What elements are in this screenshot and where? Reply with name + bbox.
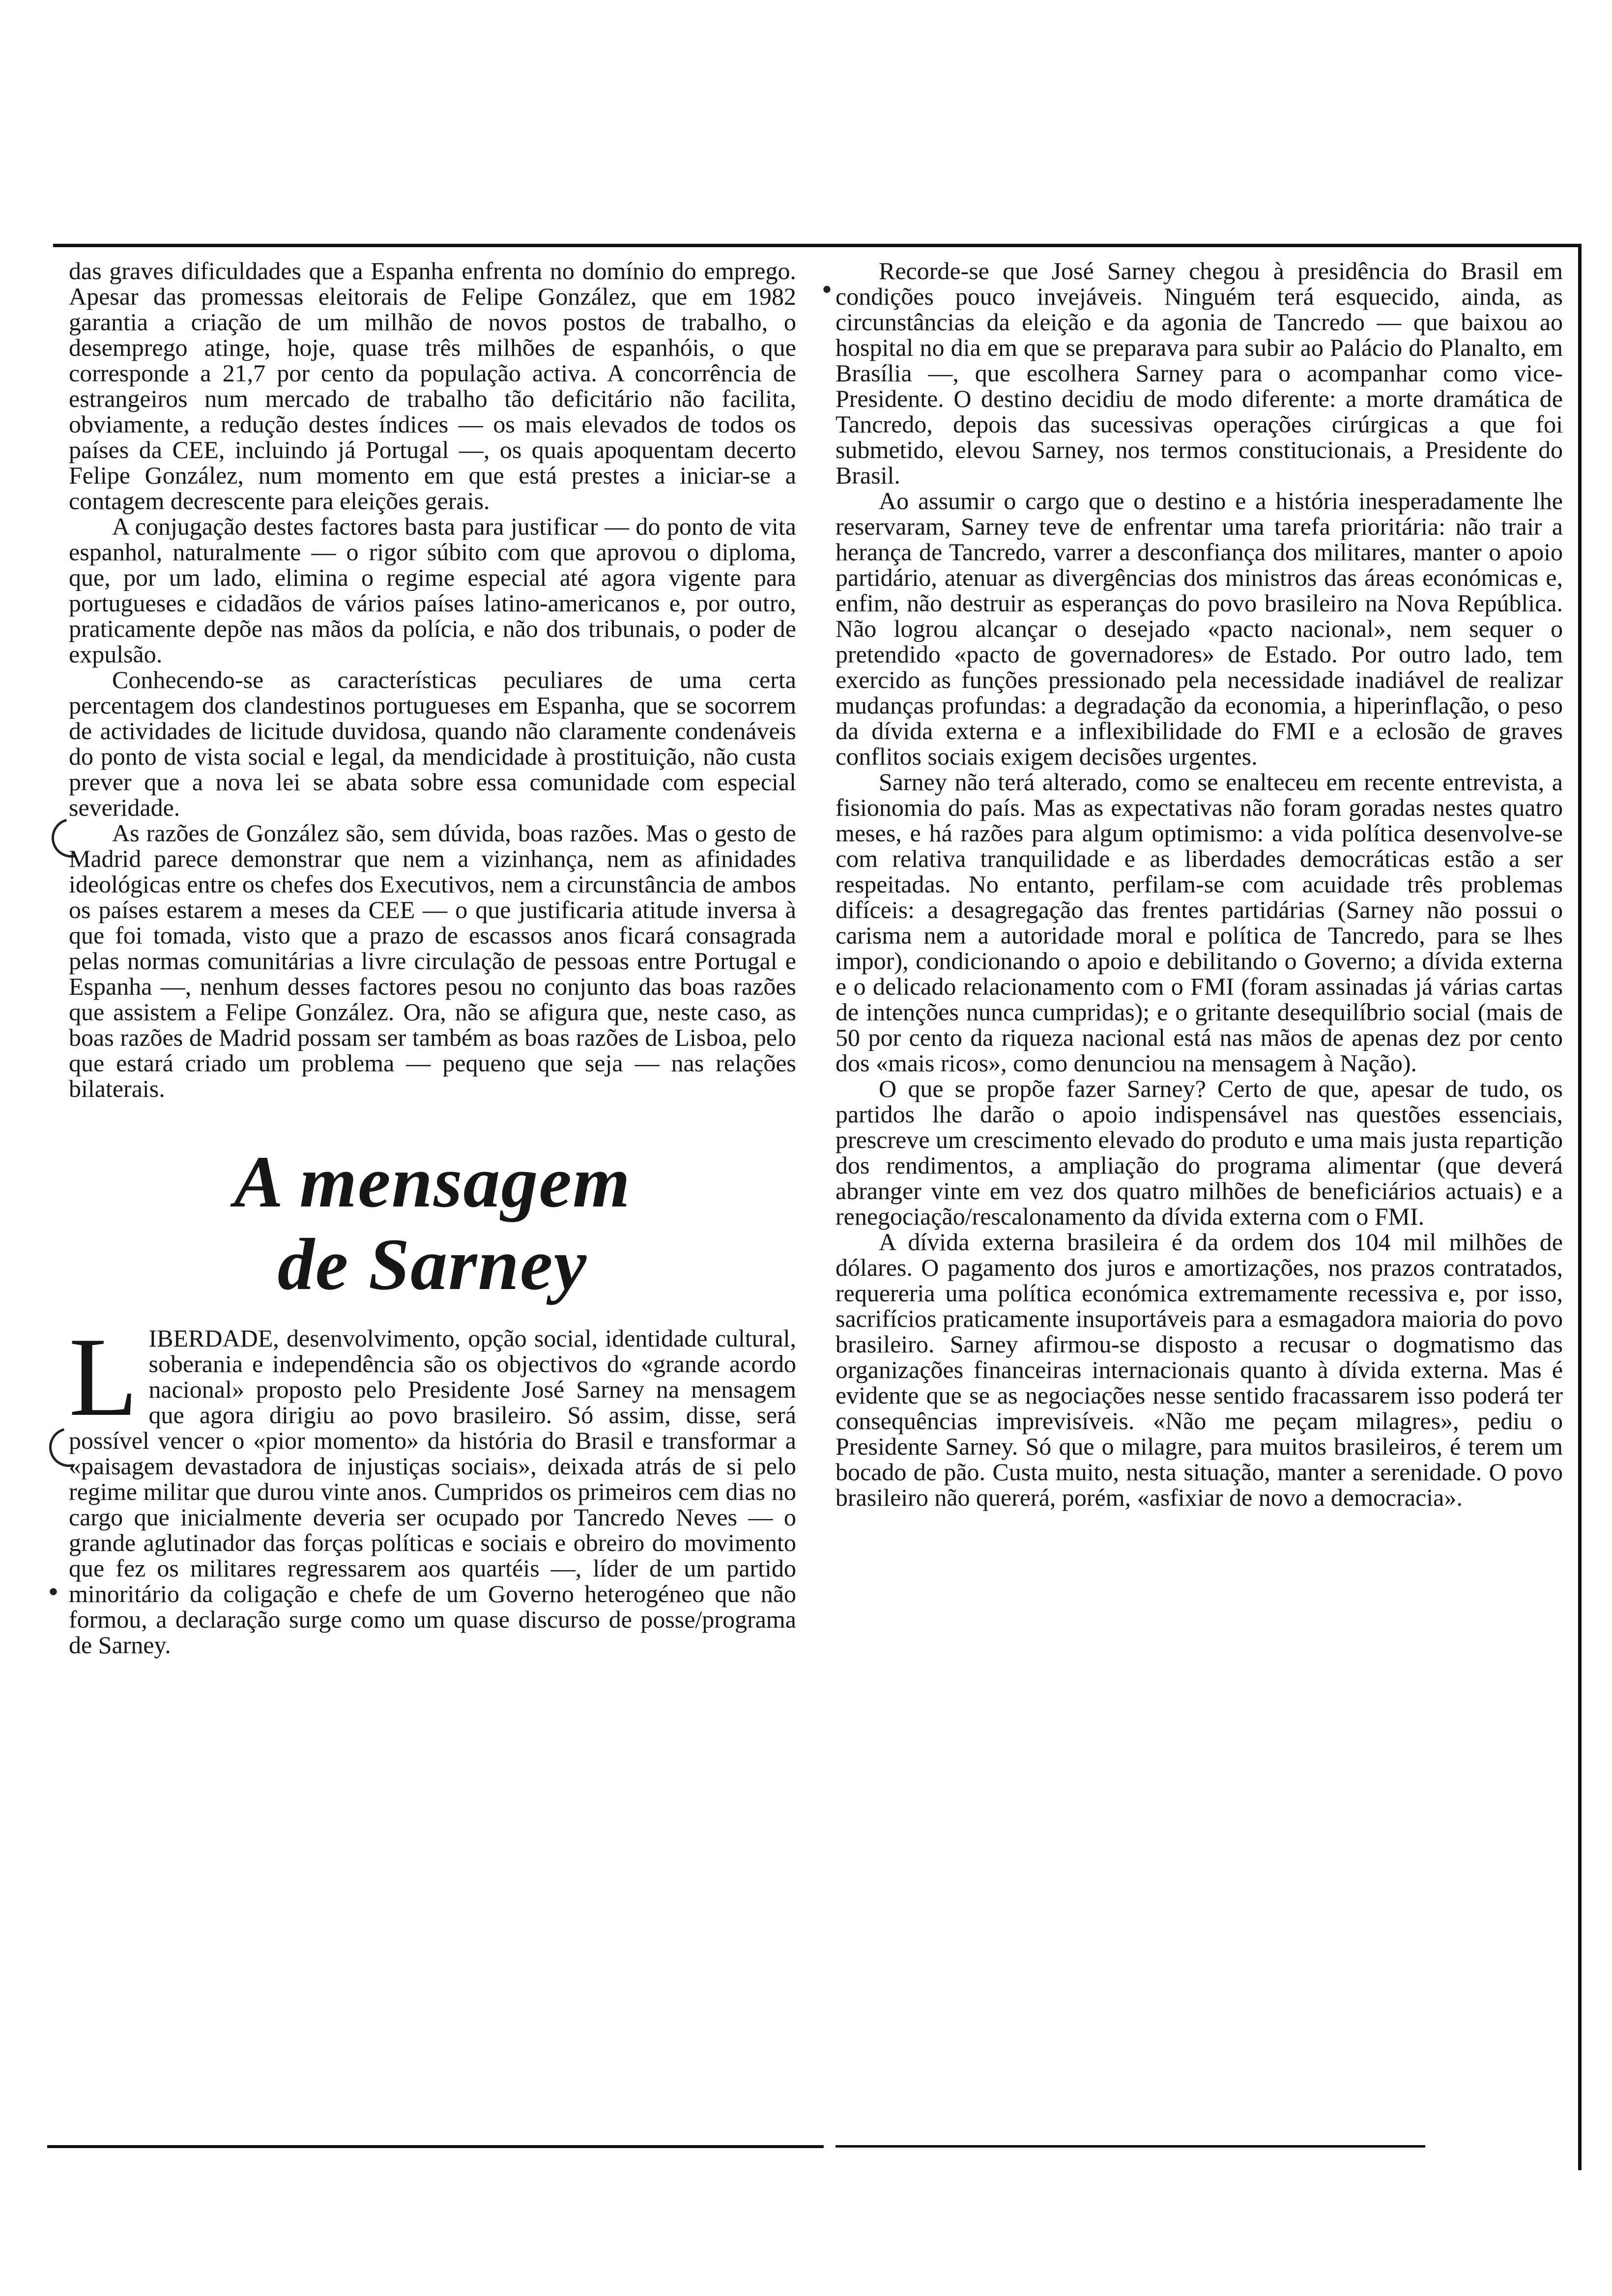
headline [69, 1141, 796, 1306]
lead-text: IBERDADE, desenvolvimento, opção social, identidade cultural, soberania e independência são os objectivos do «grande acordo nacional» proposto pelo Presidente José Sarney na mensagem que agora dirigiu ao povo brasileiro. Só assim, disse, será possível vencer o «pior momento» da história do Brasil e transformar a «paisagem devastadora de injustiças sociais», deixada atrás de si pelo regime militar que durou vinte anos. Cumpridos os primeiros cem dias no cargo que inicialmente deveria ser ocupado por Tancredo Neves — o grande aglutinador das forças políticas e sociais e obreiro do movimento que fez os militares regressarem aos quartéis —, líder de um partido minoritário da coligação e chefe de um Governo heterogéneo que não formou, a declaração surge como um quase discurso de posse/programa de Sarney. [69, 1324, 796, 1659]
article-paragraph: Ao assumir o cargo que o destino e a história inesperadamente lhe reservaram, Sarney teve de enfrentar uma tarefa prioritária: não trair a herança de Tancredo, varrer a desconfiança dos militares, manter o apoio partidário, atenuar as divergências dos ministros das áreas económicas e, enfim, não destruir as esperanças do povo brasileiro na Nova República. Não logrou alcançar o desejado «pacto nacional», nem sequer o pretendido «pacto de governadores» de Estado. Por outro lado, tem exercido as funções pressionado pela necessidade inadiável de realizar mudanças profundas: a degradação da economia, a hiperinflação, o peso da dívida externa e a inflexibilidade do FMI e a eclosão de graves conflitos sociais exigem decisões urgentes. [835, 487, 1563, 770]
headline-line: de Sarney [277, 1224, 588, 1305]
article-paragraph: Recorde-se que José Sarney chegou à presidência do Brasil em condições pouco invejáveis. Ninguém terá esquecido, ainda, as circunstâncias da eleição e da agonia de Tancredo — que baixou ao hospital no dia em que se preparava para subir ao Palácio do Planalto, em Brasília —, que escolhera Sarney para o acompanhar como vice-Presidente. O destino decidiu de modo diferente: a morte dramática de Tancredo, depois das sucessivas operações cirúrgicas a que foi submetido, elevou Sarney, nos termos constitucionais, a Presidente do Brasil. [835, 257, 1563, 489]
article-paragraph: das graves dificuldades que a Espanha enfrenta no domínio do emprego. Apesar das promessas eleitorais de Felipe González, que em 1982 garantia a criação de um milhão de novos postos de trabalho, o desemprego atinge, hoje, quase três milhões de espanhóis, o que corresponde a 21,7 por cento da população activa. A concorrência de estrangeiros num mercado de trabalho tão deficitário não facilita, obviamente, a redução destes índices — os mais elevados de todos os países da CEE, incluindo já Portugal —, os quais apoquentam decerto Felipe González, num momento em que está prestes a iniciar-se a contagem decrescente para eleições gerais. [69, 257, 796, 515]
bottom-rule-right [835, 2145, 1425, 2148]
article-paragraph: O que se propõe fazer Sarney? Certo de que, apesar de tudo, os partidos lhe darão o apoio indispensável nas questões essenciais, prescreve um crescimento elevado do produto e uma mais justa repartição dos rendimentos, a ampliação do programa alimentar (que deverá abranger vinte em vez dos quatro milhões de beneficiários actuais) e a renegociação/rescalonamento da dívida externa com o FMI. [835, 1075, 1563, 1230]
article-paragraph: Sarney não terá alterado, como se enalteceu em recente entrevista, a fisionomia do país. Mas as expectativas não foram goradas nestes quatro meses, e há razões para algum optimismo: a vida política desenvolve-se com relativa tranquilidade e as liberdades democráticas estão a ser respeitadas. No entanto, perfilam-se com acuidade três problemas difíceis: a desagregação das frentes partidárias (Sarney não possui o carisma nem a autoridade moral e política de Tancredo, para se lhes impor), condicionando o apoio e debilitando o Governo; a dívida externa e o delicado relacionamento com o FMI (foram assinadas já várias cartas de intenções nunca cumpridas); e o gritante desequilíbrio social (mais de 50 por cento da riqueza nacional está nas mãos de apenas dez por cento dos «mais ricos», como denunciou na mensagem à Nação). [835, 768, 1563, 1077]
drop-cap: L [69, 1314, 138, 1439]
article-paragraph: A conjugação destes factores basta para justificar — do ponto de vita espanhol, naturalmente — o rigor súbito com que aprovou o diploma, que, por um lado, elimina o regime especial até agora vigente para portugueses e cidadãos de vários países latino-americanos e, por outro, praticamente depõe nas mãos da polícia, e não dos tribunais, o poder de expulsão. [69, 513, 796, 668]
top-rule [53, 244, 1582, 247]
stray-dot: • [48, 1576, 59, 1608]
right-column [835, 258, 1563, 1510]
article-paragraph: A dívida externa brasileira é da ordem dos 104 mil milhões de dólares. O pagamento dos juros e amortizações, nos prazos contratados, requereria uma política económica extremamente recessiva e, por isso, sacrifícios praticamente insuportáveis para a esmagadora maioria do povo brasileiro. Sarney afirmou-se disposto a recusar o dogmatismo das organizações financeiras internacionais quanto à dívida externa. Mas é evidente que se as negociações nesse sentido fracassarem isso poderá ter consequências imprevisíveis. «Não me peçam milagres», pediu o Presidente Sarney. Só que o milagre, para muitos brasileiros, é terem um bocado de pão. Custa muito, nesta situação, manter a serenidade. O povo brasileiro não quererá, porém, «asfixiar de novo a democracia». [835, 1228, 1563, 1511]
left-column [69, 258, 796, 1658]
headline-line: A mensagem [234, 1141, 631, 1223]
bottom-rule-left [47, 2145, 824, 2148]
article-paragraph: Conhecendo-se as características peculiares de uma certa percentagem dos clandestinos portugueses em Espanha, que se socorrem de actividades de licitude duvidosa, quando não claramente condenáveis do ponto de vista social e legal, da mendicidade à prostituição, não custa prever que a nova lei se abata sobre essa comunidade com especial severidade. [69, 666, 796, 821]
article-paragraph: As razões de González são, sem dúvida, boas razões. Mas o gesto de Madrid parece demonstrar que nem a vizinhança, nem as afinidades ideológicas entre os chefes dos Executivos, nem a circunstância de ambos os países estarem a meses da CEE — o que justificaria atitude inversa à que foi tomada, visto que a prazo de escassos anos ficará consagrada pelas normas comunitárias a livre circulação de pessoas entre Portugal e Espanha —, nenhum desses factores pesou no conjunto das boas razões que assistem a Felipe González. Ora, não se afigura que, neste caso, as boas razões de Madrid possam ser também as boas razões de Lisboa, pelo que estará criado um problema — pequeno que seja — nas relações bilaterais. [69, 819, 796, 1102]
stray-dot: • [822, 273, 833, 306]
lead-paragraph [69, 1314, 796, 1659]
right-rule [1578, 244, 1582, 2170]
